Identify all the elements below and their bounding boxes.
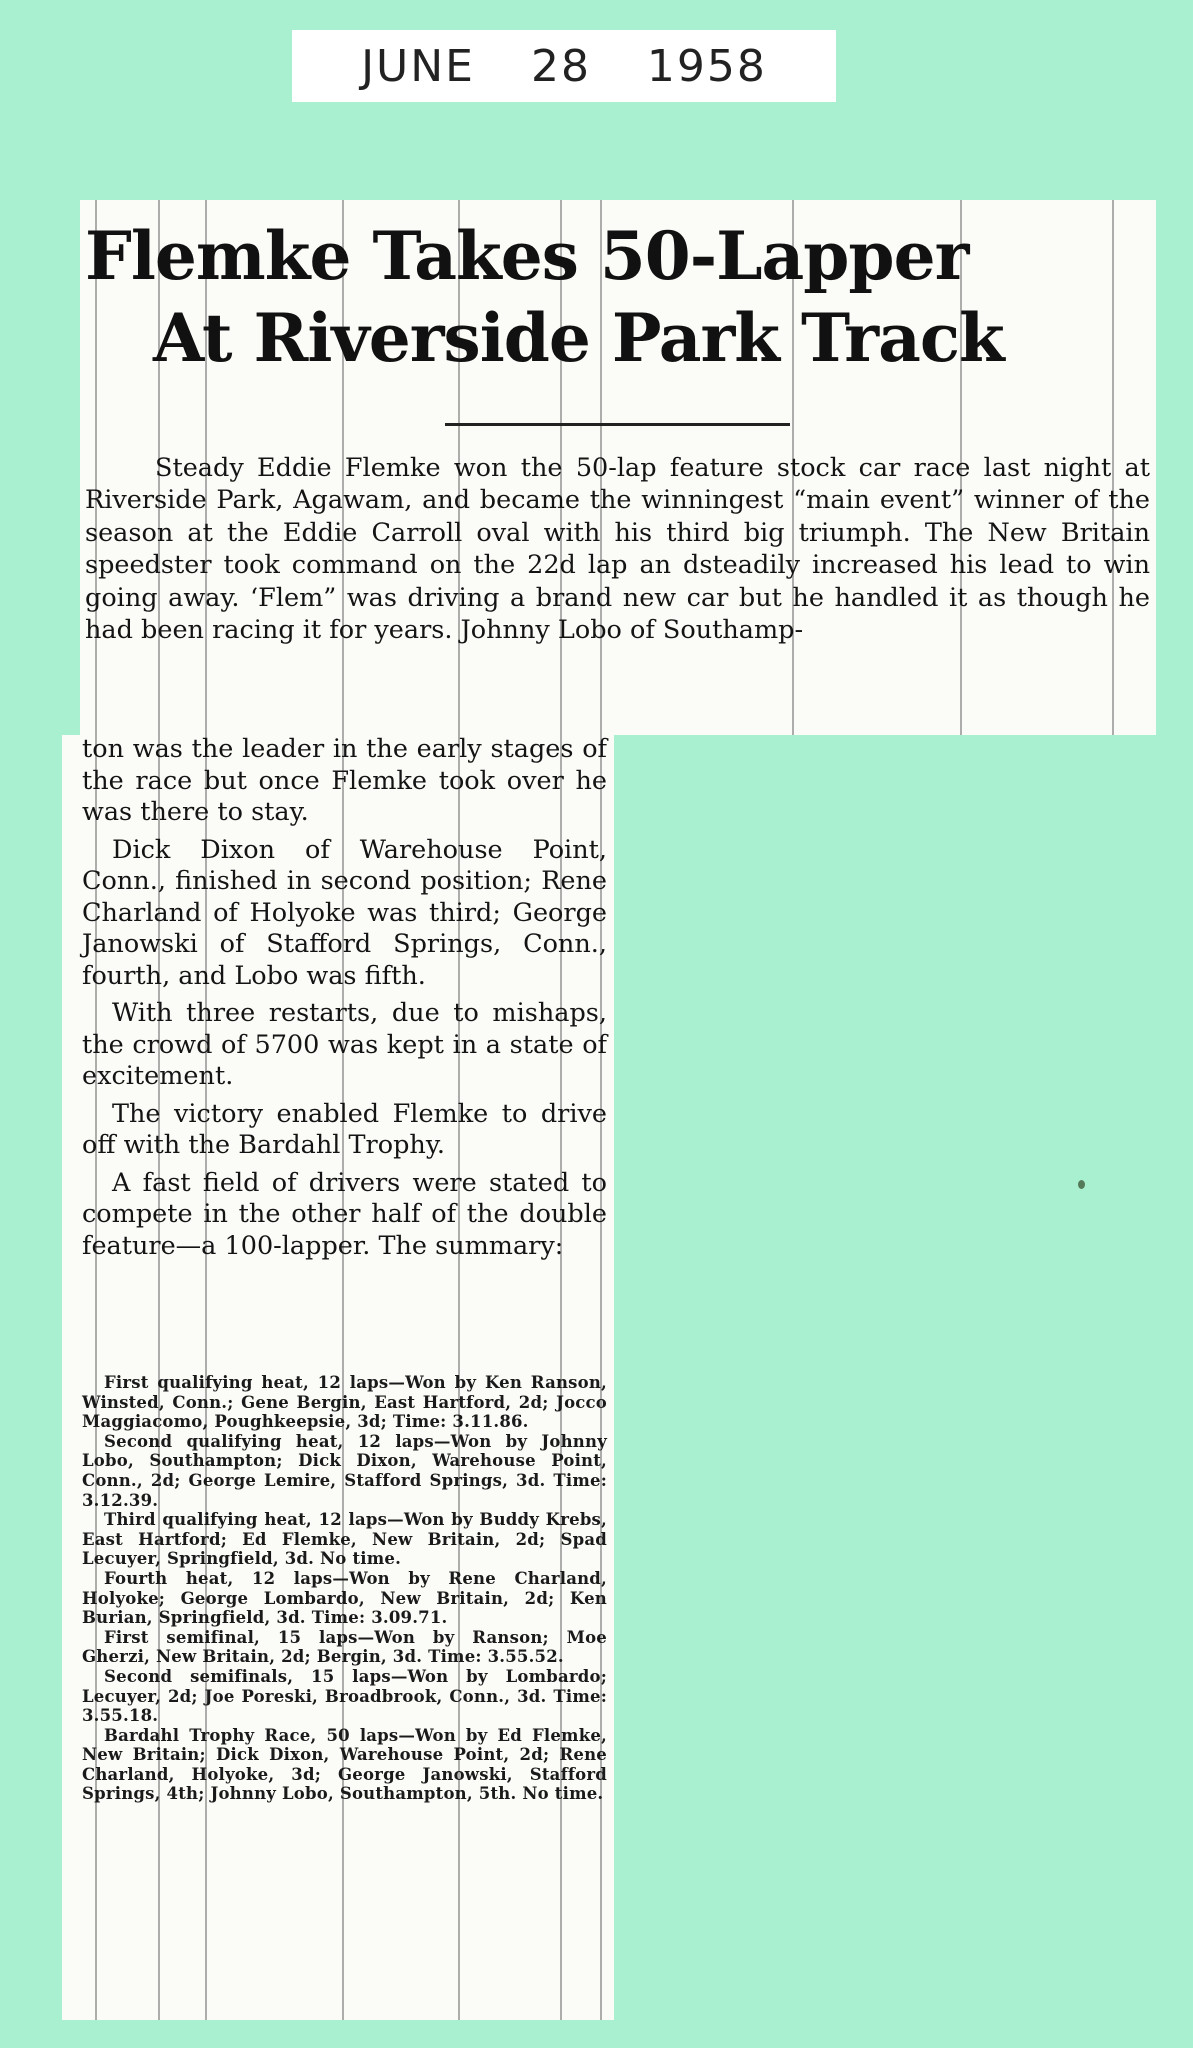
summary-entry: Fourth heat, 12 laps—Won by Rene Charland, Holyoke; George Lombardo, New Britain, 2d; Ken Burian, Springfield, 3d. Time: 3.09.71. [82, 1568, 607, 1628]
headline-line-1: Flemke Takes 50-Lapper [85, 217, 969, 295]
paper-speck [1078, 1180, 1085, 1189]
article-column [82, 734, 607, 1268]
headline-line-2: At Riverside Park Track [153, 299, 1004, 377]
column-paragraph: The victory enabled Flemke to drive off with the Bardahl Trophy. [82, 1098, 607, 1160]
summary-entry: Bardahl Trophy Race, 50 laps—Won by Ed Flemke, New Britain; Dick Dixon, Warehouse Point, 2d; Rene Charland, Holyoke, 3d; George Janowski, Stafford Springs, 4th; Johnny Lobo, Southampton, 5th. No time. [82, 1725, 607, 1804]
lead-paragraph: Steady Eddie Flemke won the 50-lap feature stock car race last night at Riverside Park, Agawam, and became the winningest “main event” winner of the season at the Eddie Carroll oval with his third big triumph. The New Britain speedster took command on the 22d lap an dsteadily increased his lead to win going away. ‘Flem” was driving a brand new car but he handled it as though he had been racing it for years. Johnny Lobo of Southamp- [85, 453, 1150, 646]
column-paragraph: ton was the leader in the early stages of the race but once Flemke took over he was there to stay. [82, 734, 607, 827]
race-summary [82, 1373, 607, 1804]
summary-entry: Third qualifying heat, 12 laps—Won by Buddy Krebs, East Hartford; Ed Flemke, New Britain, 2d; Spad Lecuyer, Springfield, 3d. No time. [82, 1510, 607, 1569]
summary-entry: First qualifying heat, 12 laps—Won by Ken Ranson, Winsted, Conn.; Gene Bergin, East Hartford, 2d; Jocco Maggiacomo, Poughkeepsie, 3d; Time: 3.11.86. [82, 1373, 607, 1432]
summary-entry: First semifinal, 15 laps—Won by Ranson; Moe Gherzi, New Britain, 2d; Bergin, 3d. Time: 3.55.52. [82, 1627, 607, 1667]
headline-rule [445, 423, 790, 426]
column-paragraph: A fast field of drivers were stated to compete in the other half of the double feature—a 100-lapper. The summary: [82, 1167, 607, 1261]
headline [85, 215, 1150, 379]
column-paragraph: With three restarts, due to mishaps, the crowd of 5700 was kept in a state of excitement. [82, 998, 607, 1091]
column-paragraph: Dick Dixon of Warehouse Point, Conn., finished in second position; Rene Charland of Holyoke was third; George Janowski of Stafford Springs, Conn., fourth, and Lobo was fifth. [82, 834, 607, 991]
date-label: JUNE 28 1958 [292, 30, 836, 102]
summary-entry: Second semifinals, 15 laps—Won by Lombardo; Lecuyer, 2d; Joe Poreski, Broadbrook, Conn., 3d. Time: 3.55.18. [82, 1666, 607, 1726]
summary-entry: Second qualifying heat, 12 laps—Won by Johnny Lobo, Southampton; Dick Dixon, Warehouse Point, Conn., 2d; George Lemire, Stafford Springs, 3d. Time: 3.12.39. [82, 1431, 607, 1510]
